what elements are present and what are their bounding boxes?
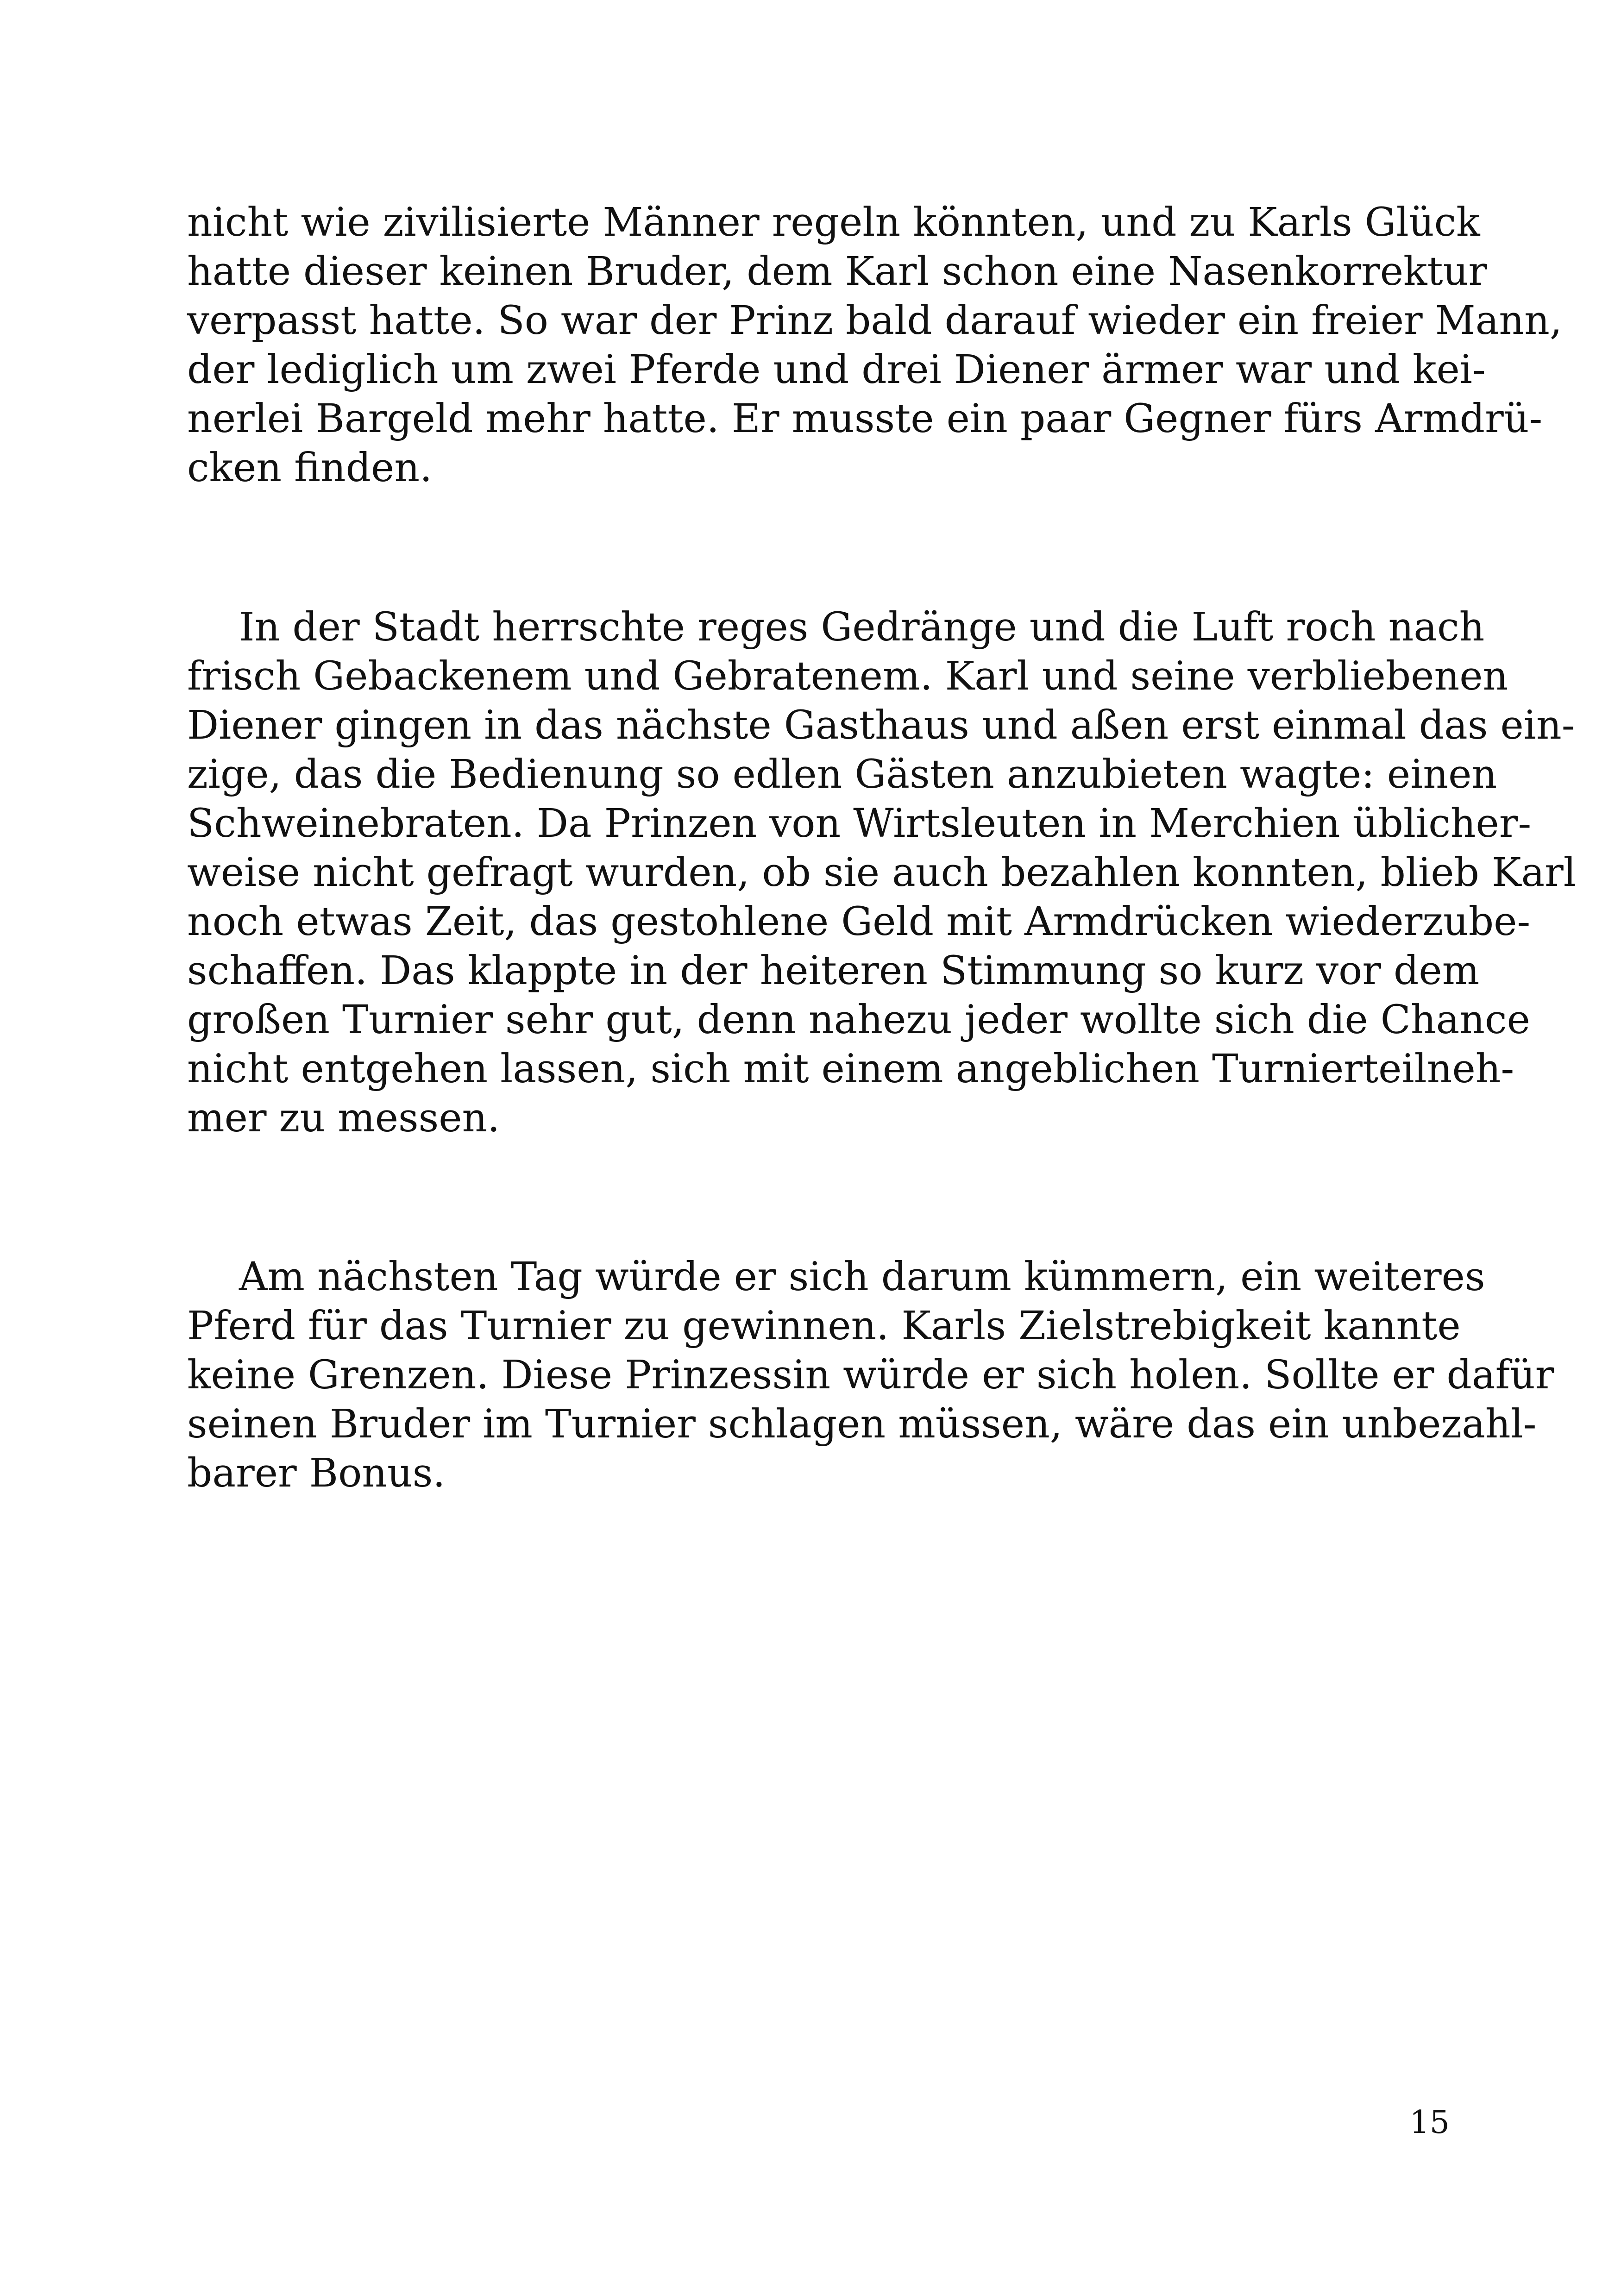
paragraph-1 [187, 198, 1562, 493]
paragraph-line: Pferd für das Turnier zu gewinnen. Karls Zielstrebigkeit kannte [187, 1303, 1461, 1349]
paragraph-line: hatte dieser keinen Bruder, dem Karl schon eine Nasenkorrektur [187, 249, 1488, 295]
paragraph-line: großen Turnier sehr gut, denn nahezu jeder wollte sich die Chance [187, 997, 1530, 1043]
paragraph-3 [187, 1253, 1554, 1498]
paragraph-line: nicht entgehen lassen, sich mit einem angeblichen Turnierteilneh- [187, 1046, 1514, 1092]
page-number: 15 [1409, 2104, 1450, 2141]
paragraph-line: Schweinebraten. Da Prinzen von Wirtsleuten in Merchien üblicher- [187, 801, 1532, 847]
paragraph-line: frisch Gebackenem und Gebratenem. Karl und seine verbliebenen [187, 653, 1508, 699]
paragraph-line: barer Bonus. [187, 1450, 446, 1496]
paragraph-line: der lediglich um zwei Pferde und drei Diener ärmer war und kei- [187, 347, 1486, 393]
paragraph-line: mer zu messen. [187, 1095, 500, 1141]
paragraph-line: zige, das die Bedienung so edlen Gästen anzubieten wagte: einen [187, 752, 1497, 797]
paragraph-line: nicht wie zivilisierte Männer regeln könnten, und zu Karls Glück [187, 200, 1480, 245]
paragraph-2 [187, 603, 1576, 1143]
paragraph-line: keine Grenzen. Diese Prinzessin würde er sich holen. Sollte er dafür [187, 1352, 1554, 1398]
paragraph-line: nerlei Bargeld mehr hatte. Er musste ein paar Gegner fürs Armdrü- [187, 396, 1543, 442]
paragraph-line: schaffen. Das klappte in der heiteren Stimmung so kurz vor dem [187, 948, 1480, 994]
paragraph-line: Diener gingen in das nächste Gasthaus und aßen erst einmal das ein- [187, 703, 1575, 748]
paragraph-line: weise nicht gefragt wurden, ob sie auch bezahlen konnten, blieb Karl [187, 850, 1576, 896]
paragraph-line: seinen Bruder im Turnier schlagen müssen, wäre das ein unbezahl- [187, 1401, 1537, 1447]
paragraph-line: noch etwas Zeit, das gestohlene Geld mit Armdrücken wiederzube- [187, 899, 1531, 945]
paragraph-line: verpasst hatte. So war der Prinz bald darauf wieder ein freier Mann, [187, 298, 1562, 344]
paragraph-line: In der Stadt herrschte reges Gedränge und die Luft roch nach [239, 604, 1485, 650]
paragraph-line: Am nächsten Tag würde er sich darum kümmern, ein weiteres [239, 1254, 1485, 1300]
paragraph-line: cken finden. [187, 445, 433, 491]
